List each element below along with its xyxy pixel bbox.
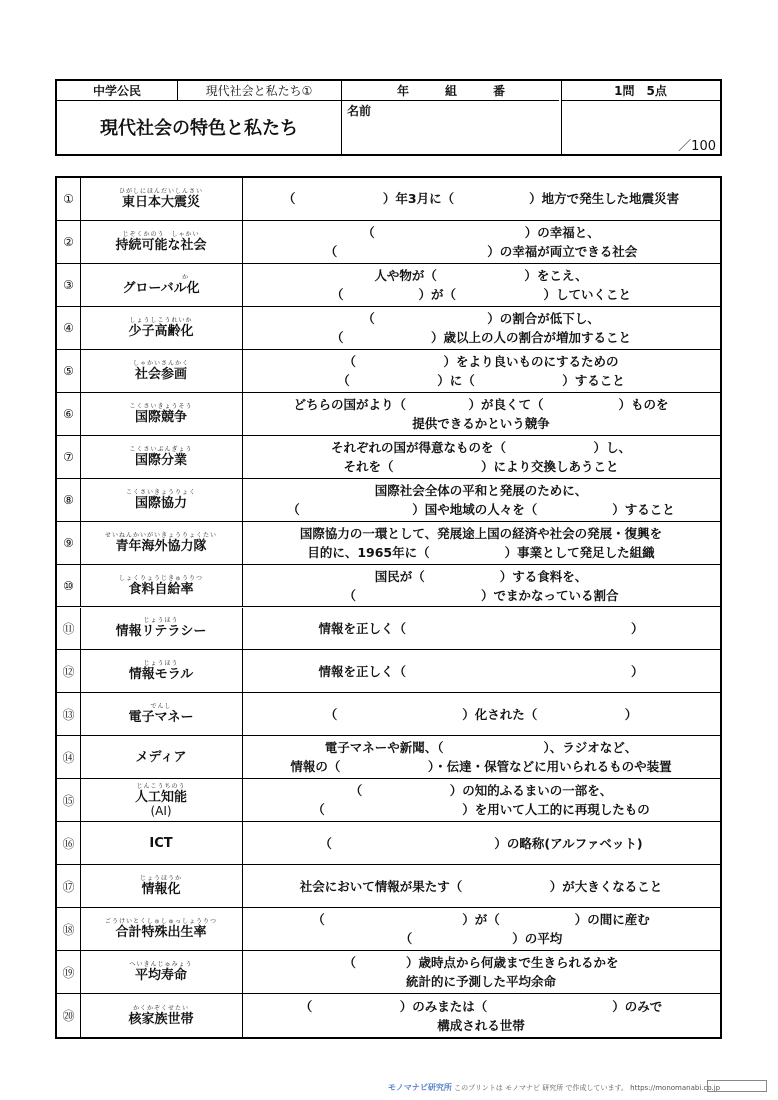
definition-line: 人や物が（ ）をこえ、 (374, 267, 588, 283)
term-name: 東日本大震災 (121, 194, 200, 210)
page-title: 現代社会の特色と私たち (100, 118, 298, 139)
table-row (57, 650, 720, 693)
term-reading: かくかぞくせたい (132, 1004, 189, 1012)
definition-line: 社会において情報が果たす（ ）が大きくなること (299, 878, 663, 894)
term-name: 電子マネー (128, 710, 194, 726)
definition-line: （ ）を用いて人工的に再現したもの (312, 802, 650, 818)
definition-cell[interactable] (242, 565, 720, 607)
term-cell (80, 522, 243, 564)
term-name: 社会参画 (134, 366, 187, 382)
term-cell (80, 393, 243, 435)
definition-cell[interactable] (242, 436, 720, 478)
term-name: 情報リテラシー (115, 624, 207, 640)
question-number: ⑱ (57, 908, 81, 950)
question-number: ④ (57, 307, 81, 349)
term-name: 合計特殊出生率 (115, 925, 207, 941)
question-number: ② (57, 221, 81, 263)
term-reading: せいねんかいがいきょうりょくたい (104, 531, 217, 539)
question-number: ⑭ (57, 736, 81, 778)
table-row (57, 565, 720, 608)
table-row (57, 479, 720, 522)
definition-line: どちらの国がより（ ）が良くて（ ）ものを (293, 396, 669, 412)
question-number: ⑫ (57, 650, 81, 692)
question-number: ③ (57, 264, 81, 306)
table-row (57, 822, 720, 865)
definition-line: 構成される世帯 (437, 1017, 525, 1033)
term-reading: こくさいきょうりょく (125, 488, 196, 496)
term-reading: じぞくかのう しゃかい (122, 230, 200, 238)
term-cell (80, 307, 243, 349)
footer-text: このプリントは モノマナビ 研究所 で作成しています。 https://monomanabi.co.jp (454, 1084, 721, 1092)
definition-cell[interactable] (242, 307, 720, 349)
definition-line: （ ）のみまたは（ ）のみで (299, 998, 663, 1014)
table-row (57, 951, 720, 994)
definition-cell[interactable] (242, 994, 720, 1037)
footer (388, 1082, 720, 1093)
term-cell (80, 736, 243, 778)
definition-cell[interactable] (242, 736, 720, 778)
term-cell (80, 565, 243, 607)
term-cell (80, 865, 243, 907)
term-name: 持続可能な社会 (115, 237, 207, 253)
definition-line: 情報を正しく（ ） (318, 663, 644, 679)
term-reading: か (132, 273, 189, 281)
term-cell (80, 822, 243, 864)
table-row (57, 736, 720, 779)
definition-line: （ ）年3月に（ ）地方で発生した地震災害 (282, 191, 680, 207)
term-name: 食料自給率 (128, 581, 194, 597)
name-label: 名前 (347, 104, 372, 118)
term-name: 情報モラル (128, 667, 194, 683)
definition-line: 国際協力の一環として、発展途上国の経済や社会の発展・復興を (299, 525, 663, 541)
term-reading: でんし (150, 703, 172, 711)
term-reading: ひがしにほんだいしんさい (118, 187, 203, 195)
question-number: ⑥ (57, 393, 81, 435)
class-number-label: 年 組 番 (396, 84, 505, 98)
term-subtitle: (AI) (150, 803, 172, 818)
definition-cell[interactable] (242, 693, 720, 735)
definition-line: （ ）が（ ）していくこと (330, 286, 631, 302)
term-reading: じょうほう (143, 617, 179, 625)
term-name: 情報化 (141, 882, 181, 898)
definition-cell[interactable] (242, 951, 720, 993)
definition-cell[interactable] (242, 221, 720, 263)
table-row (57, 693, 720, 736)
definition-line: （ ）化された（ ） (324, 706, 638, 722)
term-reading: しょくりょうじきゅうりつ (118, 574, 203, 582)
question-number: ⑳ (57, 994, 81, 1037)
definition-line: （ ）の幸福と、 (362, 224, 600, 240)
definition-line: 目的に、1965年に（ ）事業として発足した組織 (307, 544, 655, 560)
definition-line: 統計的に予測した平均余命 (405, 974, 556, 990)
definition-cell[interactable] (242, 264, 720, 306)
definition-cell[interactable] (242, 479, 720, 521)
term-reading: こくさいきょうそう (129, 402, 193, 410)
term-cell (80, 951, 243, 993)
term-reading: じんこうちのう (136, 782, 186, 790)
table-row (57, 393, 720, 436)
definition-line: （ ）に（ ）すること (337, 372, 625, 388)
table-row (57, 779, 720, 822)
definition-line: それを（ ）により交換しあうこと (343, 458, 619, 474)
term-name: 平均寿命 (134, 968, 187, 984)
term-cell (80, 650, 243, 692)
definition-line: 国際社会全体の平和と発展のために、 (374, 482, 588, 498)
table-row (57, 350, 720, 393)
term-reading: じょうほう (143, 660, 179, 668)
table-row (57, 865, 720, 908)
term-cell (80, 178, 243, 220)
name-field[interactable] (363, 117, 553, 147)
score-total: ／100 (678, 139, 716, 154)
question-table (55, 176, 722, 1039)
term-cell (80, 264, 243, 306)
definition-line: （ ）の割合が低下し、 (362, 310, 600, 326)
definition-line: 情報を正しく（ ） (318, 620, 644, 636)
term-cell (80, 350, 243, 392)
table-row (57, 608, 720, 651)
term-name: 核家族世帯 (128, 1011, 194, 1027)
worksheet-header (55, 79, 722, 156)
table-row (57, 908, 720, 951)
term-reading: しょうしこうれいか (129, 316, 193, 324)
term-reading: ごうけいとくしゅしゅっしょうりつ (104, 918, 217, 926)
term-cell (80, 994, 243, 1037)
term-name: メディア (135, 749, 187, 765)
subject-label: 中学公民 (92, 84, 141, 98)
term-name: 青年海外協力隊 (115, 538, 207, 554)
question-number: ⑮ (57, 779, 81, 821)
table-row (57, 221, 720, 264)
question-number: ⑨ (57, 522, 81, 564)
term-name: ICT (149, 835, 173, 851)
table-row (57, 994, 720, 1037)
definition-line: （ ）歳時点から何歳まで生きられるかを (343, 955, 619, 971)
table-row (57, 307, 720, 350)
table-row (57, 178, 720, 221)
definition-cell[interactable] (242, 865, 720, 907)
term-reading: しゃかいさんかく (132, 359, 189, 367)
term-cell (80, 221, 243, 263)
definition-line: （ ）の知的ふるまいの一部を、 (349, 783, 613, 799)
points-label: 1問 5点 (614, 84, 667, 98)
term-name: 国際競争 (134, 409, 187, 425)
question-number: ⑩ (57, 565, 81, 607)
definition-line: 国民が（ ）する食料を、 (374, 568, 588, 584)
question-number: ⑪ (57, 608, 81, 650)
term-cell (80, 436, 243, 478)
term-name: 人工知能 (134, 789, 187, 805)
definition-line: （ ）が（ ）の間に産む (312, 912, 650, 928)
question-number: ⑧ (57, 479, 81, 521)
definition-line: （ ）の平均 (399, 931, 563, 947)
definition-line: 情報の（ ）・伝達・保管などに用いられるものや装置 (290, 759, 672, 775)
definition-cell[interactable] (242, 608, 720, 650)
question-number: ⑦ (57, 436, 81, 478)
question-number: ⑤ (57, 350, 81, 392)
term-cell (80, 779, 243, 821)
term-cell (80, 608, 243, 650)
definition-line: （ ）をより良いものにするための (343, 353, 619, 369)
definition-cell[interactable] (242, 822, 720, 864)
question-number: ① (57, 178, 81, 220)
footer-logo-box (707, 1080, 767, 1092)
definition-cell[interactable] (242, 650, 720, 692)
definition-cell[interactable] (242, 522, 720, 564)
term-reading: こくさいぶんぎょう (129, 445, 193, 453)
definition-line: （ ）の略称(アルファベット) (319, 835, 643, 851)
term-reading: へいきんじゅみょう (129, 961, 193, 969)
table-row (57, 522, 720, 565)
term-cell (80, 479, 243, 521)
definition-line: （ ）の幸福が両立できる社会 (324, 243, 638, 259)
definition-line: 電子マネーや新聞、（ ）、ラジオなど、 (324, 740, 638, 756)
definition-line: （ ）歳以上の人の割合が増加すること (330, 329, 631, 345)
footer-brand: モノマナビ研究所 (388, 1083, 452, 1092)
term-name: 少子高齢化 (128, 323, 194, 339)
question-number: ⑰ (57, 865, 81, 907)
definition-line: （ ）国や地域の人々を（ ）すること (287, 501, 675, 517)
table-row (57, 264, 720, 307)
term-reading: じょうほうか (139, 875, 182, 883)
term-name: 国際分業 (134, 452, 187, 468)
definition-line: それぞれの国が得意なものを（ ）し、 (330, 439, 631, 455)
term-cell (80, 908, 243, 950)
definition-line: 提供できるかという競争 (412, 415, 550, 431)
definition-line: （ ）でまかなっている割合 (343, 587, 619, 603)
definition-cell[interactable] (242, 908, 720, 950)
unit-label: 現代社会と私たち① (205, 84, 313, 98)
question-number: ⑲ (57, 951, 81, 993)
table-row (57, 436, 720, 479)
question-number: ⑬ (57, 693, 81, 735)
term-cell (80, 693, 243, 735)
term-name: グローバル化 (122, 280, 200, 296)
definition-cell[interactable] (242, 779, 720, 821)
definition-cell[interactable] (242, 178, 720, 220)
question-number: ⑯ (57, 822, 81, 864)
definition-cell[interactable] (242, 350, 720, 392)
term-name: 国際協力 (134, 495, 187, 511)
definition-cell[interactable] (242, 393, 720, 435)
